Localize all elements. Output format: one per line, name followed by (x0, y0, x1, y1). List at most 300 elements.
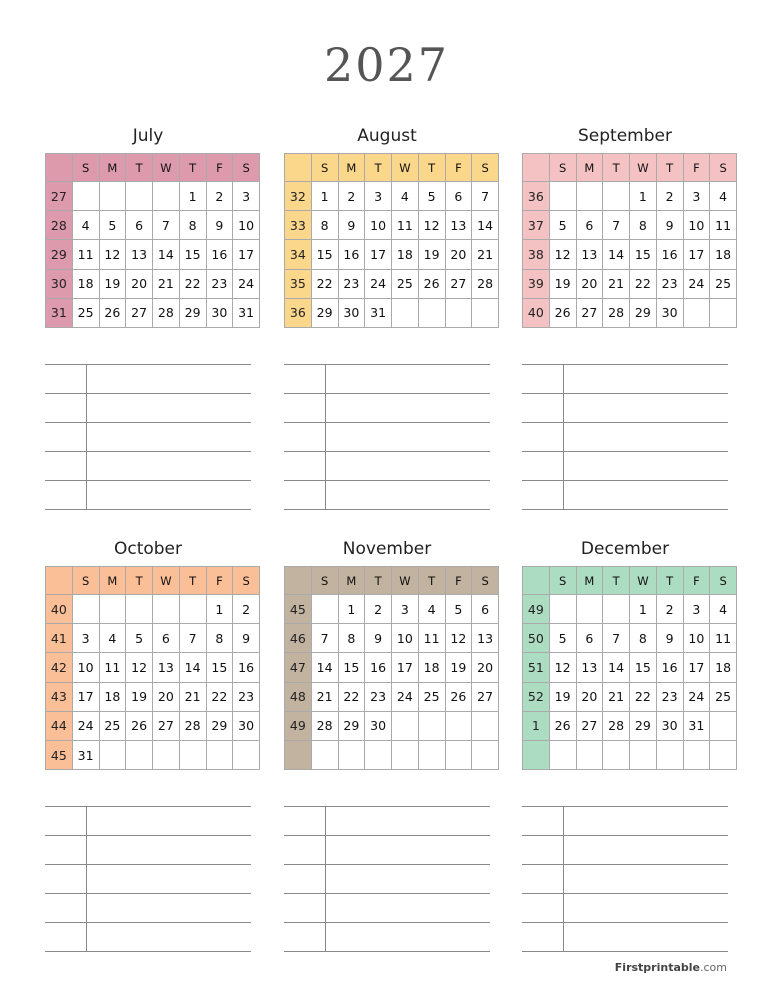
day-cell (683, 298, 710, 327)
note-line (522, 806, 728, 835)
day-cell: 3 (233, 182, 260, 211)
notes-lines (284, 364, 490, 510)
day-cell: 16 (365, 653, 392, 682)
week-number-header (46, 567, 73, 595)
note-line (522, 451, 728, 480)
note-line (284, 893, 490, 922)
day-cell: 7 (472, 182, 499, 211)
month-october (45, 537, 255, 770)
note-divider (325, 923, 326, 951)
week-row (523, 682, 737, 711)
day-cell: 4 (99, 624, 126, 653)
week-number: 49 (523, 595, 550, 624)
day-cell (179, 595, 206, 624)
day-cell: 14 (472, 211, 499, 240)
note-line (522, 864, 728, 893)
month-title: September (578, 126, 672, 146)
day-cell (418, 298, 445, 327)
day-cell: 19 (549, 269, 576, 298)
week-number: 49 (285, 711, 312, 740)
day-cell (418, 711, 445, 740)
day-cell: 29 (179, 298, 206, 327)
weekday-header-row (46, 567, 260, 595)
day-cell: 27 (576, 298, 603, 327)
day-cell: 2 (338, 182, 365, 211)
day-cell (603, 740, 630, 769)
day-cell: 11 (99, 653, 126, 682)
weekday-header: M (99, 567, 126, 595)
day-cell: 15 (630, 240, 657, 269)
day-cell: 30 (365, 711, 392, 740)
day-cell: 8 (630, 624, 657, 653)
day-cell: 7 (603, 211, 630, 240)
day-cell: 28 (472, 269, 499, 298)
weekday-header-row (285, 567, 499, 595)
day-cell: 8 (630, 211, 657, 240)
month-calendar-table (45, 566, 260, 770)
day-cell: 5 (99, 211, 126, 240)
month-title: July (132, 126, 164, 146)
note-divider (86, 423, 87, 451)
day-cell: 21 (179, 682, 206, 711)
day-cell: 25 (72, 298, 99, 327)
day-cell: 12 (418, 211, 445, 240)
day-cell: 15 (179, 240, 206, 269)
week-row (46, 711, 260, 740)
day-cell: 4 (710, 182, 737, 211)
week-row (46, 624, 260, 653)
day-cell: 26 (549, 711, 576, 740)
month-july (45, 124, 255, 328)
day-cell: 11 (710, 624, 737, 653)
note-divider (86, 481, 87, 509)
day-cell: 21 (603, 269, 630, 298)
day-cell: 11 (72, 240, 99, 269)
day-cell: 21 (311, 682, 338, 711)
week-number (285, 740, 312, 769)
day-cell (392, 740, 419, 769)
weekday-header: S (549, 567, 576, 595)
day-cell: 28 (603, 298, 630, 327)
note-line (45, 864, 251, 893)
weekday-header: F (206, 567, 233, 595)
day-cell: 8 (338, 624, 365, 653)
weekday-header: T (179, 154, 206, 182)
day-cell (311, 595, 338, 624)
note-divider (563, 836, 564, 864)
day-cell: 18 (72, 269, 99, 298)
day-cell: 26 (445, 682, 472, 711)
day-cell: 6 (576, 211, 603, 240)
day-cell (338, 740, 365, 769)
day-cell: 29 (311, 298, 338, 327)
footer-brand (615, 961, 727, 974)
day-cell: 22 (311, 269, 338, 298)
day-cell: 5 (549, 624, 576, 653)
day-cell (576, 740, 603, 769)
brand-name: Firstprintable (614, 961, 700, 974)
day-cell: 20 (472, 653, 499, 682)
week-number: 46 (285, 624, 312, 653)
day-cell (549, 182, 576, 211)
day-cell: 1 (206, 595, 233, 624)
week-row (285, 653, 499, 682)
day-cell: 14 (311, 653, 338, 682)
month-calendar-table (522, 153, 737, 328)
day-cell: 25 (418, 682, 445, 711)
day-cell: 26 (126, 711, 153, 740)
day-cell: 12 (445, 624, 472, 653)
note-divider (86, 836, 87, 864)
week-row (523, 269, 737, 298)
weekday-header: S (472, 567, 499, 595)
day-cell: 25 (99, 711, 126, 740)
note-divider (325, 836, 326, 864)
day-cell: 13 (472, 624, 499, 653)
day-cell: 22 (630, 269, 657, 298)
month-calendar-table (284, 566, 499, 770)
note-line (284, 806, 490, 835)
day-cell (710, 298, 737, 327)
day-cell: 1 (630, 182, 657, 211)
week-row (285, 682, 499, 711)
day-cell (472, 711, 499, 740)
week-number: 36 (523, 182, 550, 211)
weekday-header-row (523, 567, 737, 595)
day-cell: 21 (603, 682, 630, 711)
note-divider (325, 365, 326, 393)
day-cell: 28 (153, 298, 180, 327)
note-line (45, 364, 251, 393)
day-cell: 31 (683, 711, 710, 740)
week-number: 39 (523, 269, 550, 298)
note-line (45, 480, 251, 510)
week-number: 33 (285, 211, 312, 240)
day-cell: 6 (472, 595, 499, 624)
day-cell: 25 (710, 682, 737, 711)
day-cell: 30 (338, 298, 365, 327)
note-divider (563, 865, 564, 893)
note-line (45, 451, 251, 480)
day-cell: 30 (233, 711, 260, 740)
week-number: 43 (46, 682, 73, 711)
day-cell: 20 (153, 682, 180, 711)
note-line (284, 422, 490, 451)
day-cell: 30 (656, 298, 683, 327)
day-cell: 27 (472, 682, 499, 711)
day-cell: 28 (603, 711, 630, 740)
note-line (522, 480, 728, 510)
day-cell: 8 (311, 211, 338, 240)
week-row (285, 711, 499, 740)
day-cell: 24 (392, 682, 419, 711)
weekday-header: M (576, 154, 603, 182)
day-cell (603, 595, 630, 624)
day-cell: 9 (338, 211, 365, 240)
day-cell: 7 (179, 624, 206, 653)
month-calendar-table (284, 153, 499, 328)
day-cell (99, 595, 126, 624)
weekday-header: W (630, 154, 657, 182)
week-row (46, 682, 260, 711)
day-cell: 7 (603, 624, 630, 653)
week-row (523, 182, 737, 211)
note-divider (563, 807, 564, 835)
day-cell: 24 (233, 269, 260, 298)
day-cell: 16 (656, 240, 683, 269)
note-divider (563, 923, 564, 951)
note-line (284, 480, 490, 510)
day-cell: 2 (365, 595, 392, 624)
day-cell: 1 (338, 595, 365, 624)
notes-lines (284, 806, 490, 952)
week-row (46, 182, 260, 211)
day-cell: 11 (710, 211, 737, 240)
day-cell (72, 182, 99, 211)
week-number: 27 (46, 182, 73, 211)
note-divider (86, 394, 87, 422)
note-divider (563, 452, 564, 480)
note-line (45, 922, 251, 952)
day-cell: 8 (206, 624, 233, 653)
month-calendar-table (522, 566, 737, 770)
note-line (284, 393, 490, 422)
day-cell: 21 (153, 269, 180, 298)
day-cell: 20 (126, 269, 153, 298)
week-row (285, 298, 499, 327)
week-row (285, 595, 499, 624)
note-line (522, 393, 728, 422)
week-row (523, 711, 737, 740)
note-divider (86, 894, 87, 922)
day-cell: 10 (233, 211, 260, 240)
weekday-header: W (153, 567, 180, 595)
day-cell: 10 (72, 653, 99, 682)
weekday-header: W (392, 567, 419, 595)
note-divider (563, 423, 564, 451)
note-divider (86, 452, 87, 480)
day-cell (603, 182, 630, 211)
note-divider (86, 807, 87, 835)
day-cell (126, 182, 153, 211)
weekday-header: T (365, 567, 392, 595)
weekday-header: T (365, 154, 392, 182)
week-number-header (285, 567, 312, 595)
week-number: 40 (46, 595, 73, 624)
day-cell (126, 740, 153, 769)
day-cell: 14 (179, 653, 206, 682)
note-divider (325, 865, 326, 893)
day-cell: 5 (418, 182, 445, 211)
day-cell: 17 (683, 653, 710, 682)
day-cell: 17 (72, 682, 99, 711)
year-title: 2027 (323, 38, 450, 92)
weekday-header: S (72, 567, 99, 595)
weekday-header: S (710, 154, 737, 182)
weekday-header: T (126, 154, 153, 182)
day-cell: 16 (656, 653, 683, 682)
week-number: 28 (46, 211, 73, 240)
weekday-header: T (603, 567, 630, 595)
day-cell: 26 (99, 298, 126, 327)
day-cell (445, 298, 472, 327)
weekday-header: S (472, 154, 499, 182)
day-cell: 23 (206, 269, 233, 298)
day-cell (311, 740, 338, 769)
week-number-header (46, 154, 73, 182)
note-divider (86, 923, 87, 951)
day-cell (392, 298, 419, 327)
day-cell: 1 (630, 595, 657, 624)
weekday-header: T (418, 567, 445, 595)
week-row (523, 740, 737, 769)
week-row (285, 211, 499, 240)
day-cell: 17 (365, 240, 392, 269)
day-cell: 29 (630, 298, 657, 327)
day-cell: 3 (72, 624, 99, 653)
week-row (523, 298, 737, 327)
day-cell: 5 (549, 211, 576, 240)
day-cell: 6 (576, 624, 603, 653)
week-number (523, 740, 550, 769)
note-divider (325, 807, 326, 835)
day-cell (472, 298, 499, 327)
day-cell: 14 (603, 240, 630, 269)
day-cell: 12 (99, 240, 126, 269)
day-cell: 22 (179, 269, 206, 298)
day-cell: 26 (549, 298, 576, 327)
week-row (46, 653, 260, 682)
week-row (285, 269, 499, 298)
weekday-header: W (392, 154, 419, 182)
week-number: 42 (46, 653, 73, 682)
day-cell (153, 595, 180, 624)
weekday-header: T (179, 567, 206, 595)
week-number: 45 (285, 595, 312, 624)
day-cell (206, 740, 233, 769)
weekday-header: S (72, 154, 99, 182)
day-cell (710, 740, 737, 769)
day-cell: 15 (630, 653, 657, 682)
day-cell: 16 (338, 240, 365, 269)
day-cell: 17 (392, 653, 419, 682)
weekday-header: F (683, 567, 710, 595)
week-number: 47 (285, 653, 312, 682)
day-cell: 2 (206, 182, 233, 211)
note-divider (86, 865, 87, 893)
week-number: 48 (285, 682, 312, 711)
week-number: 37 (523, 211, 550, 240)
week-number: 1 (523, 711, 550, 740)
week-row (285, 624, 499, 653)
day-cell (549, 595, 576, 624)
day-cell (418, 740, 445, 769)
weekday-header: S (710, 567, 737, 595)
day-cell: 29 (630, 711, 657, 740)
week-number: 52 (523, 682, 550, 711)
notes-lines (45, 806, 251, 952)
day-cell (233, 740, 260, 769)
week-row (285, 182, 499, 211)
day-cell: 27 (126, 298, 153, 327)
day-cell: 29 (338, 711, 365, 740)
day-cell: 22 (630, 682, 657, 711)
day-cell: 20 (576, 682, 603, 711)
day-cell: 8 (179, 211, 206, 240)
week-row (46, 240, 260, 269)
day-cell (99, 740, 126, 769)
day-cell: 4 (418, 595, 445, 624)
month-august (284, 124, 494, 328)
day-cell: 9 (365, 624, 392, 653)
week-row (523, 595, 737, 624)
day-cell: 30 (206, 298, 233, 327)
week-number: 41 (46, 624, 73, 653)
note-divider (325, 481, 326, 509)
weekday-header: S (233, 154, 260, 182)
day-cell: 24 (365, 269, 392, 298)
day-cell: 18 (710, 240, 737, 269)
day-cell: 20 (445, 240, 472, 269)
weekday-header: T (656, 567, 683, 595)
note-line (45, 806, 251, 835)
day-cell: 6 (445, 182, 472, 211)
week-number: 38 (523, 240, 550, 269)
day-cell (153, 182, 180, 211)
brand-suffix: .com (700, 961, 727, 974)
note-divider (563, 394, 564, 422)
day-cell: 2 (656, 182, 683, 211)
note-line (45, 893, 251, 922)
day-cell: 19 (418, 240, 445, 269)
day-cell: 27 (153, 711, 180, 740)
day-cell: 13 (576, 240, 603, 269)
day-cell: 18 (99, 682, 126, 711)
day-cell: 15 (206, 653, 233, 682)
week-row (285, 240, 499, 269)
note-line (284, 922, 490, 952)
weekday-header-row (46, 154, 260, 182)
weekday-header: T (603, 154, 630, 182)
weekday-header: S (233, 567, 260, 595)
month-title: December (580, 539, 670, 559)
day-cell: 2 (656, 595, 683, 624)
day-cell (179, 740, 206, 769)
note-line (522, 835, 728, 864)
day-cell (710, 711, 737, 740)
day-cell: 13 (576, 653, 603, 682)
week-row (46, 740, 260, 769)
week-number: 50 (523, 624, 550, 653)
day-cell: 20 (576, 269, 603, 298)
day-cell: 18 (710, 653, 737, 682)
week-number: 44 (46, 711, 73, 740)
day-cell: 2 (233, 595, 260, 624)
week-row (46, 269, 260, 298)
day-cell: 27 (445, 269, 472, 298)
day-cell: 4 (72, 211, 99, 240)
day-cell: 23 (338, 269, 365, 298)
weekday-header-row (523, 154, 737, 182)
day-cell: 19 (445, 653, 472, 682)
day-cell: 23 (656, 269, 683, 298)
weekday-header: T (656, 154, 683, 182)
day-cell: 3 (365, 182, 392, 211)
day-cell: 31 (233, 298, 260, 327)
day-cell: 6 (126, 211, 153, 240)
note-line (284, 864, 490, 893)
weekday-header: S (311, 567, 338, 595)
